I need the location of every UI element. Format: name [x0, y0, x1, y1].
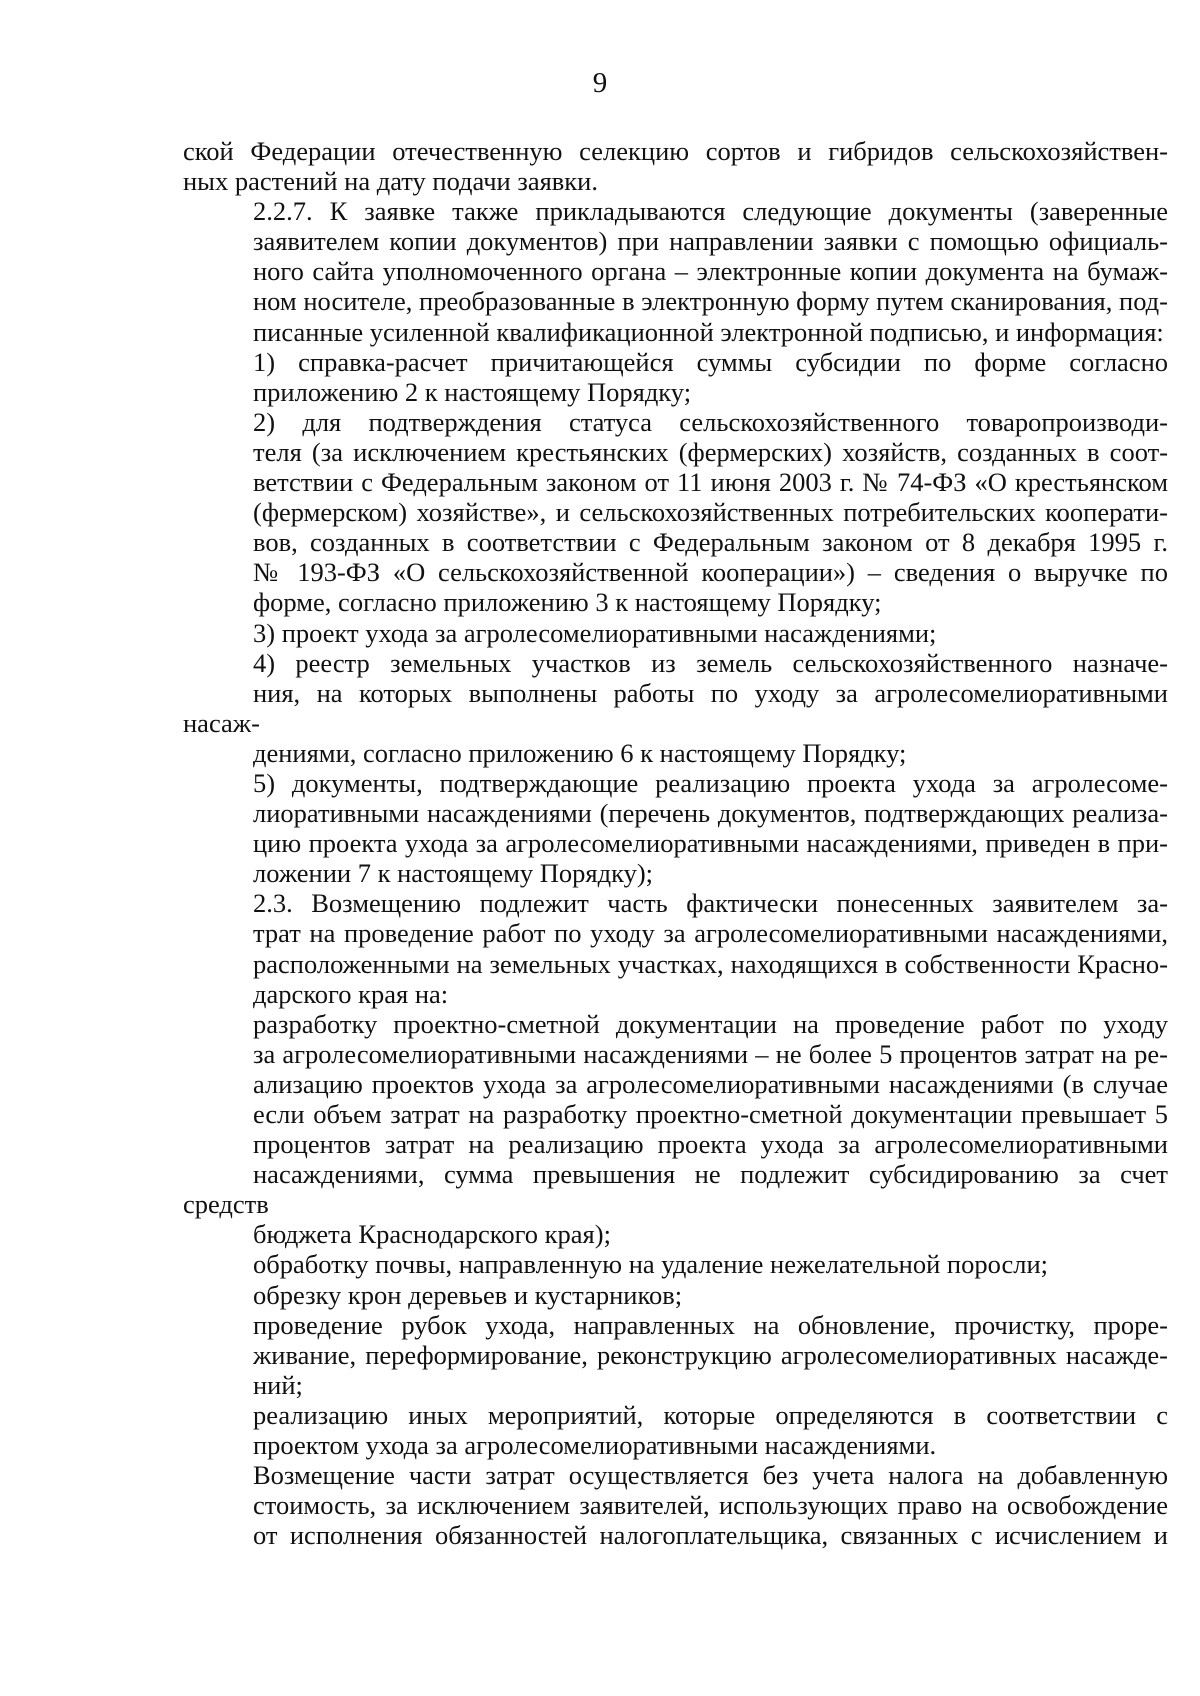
text-line: (фермерском) хозяйстве», и сельскохозяйственных потребительских кооперати- — [253, 497, 1168, 528]
text-line: за агролесомелиоративными насаждениями – не более 5 процентов затрат на ре- — [253, 1038, 1168, 1069]
text-line: форме, согласно приложению 3 к настоящему Порядку; — [253, 587, 882, 618]
document-body — [183, 136, 1168, 1550]
paragraph — [183, 136, 1168, 196]
text-line: процентов затрат на реализацию проекта ухода за агролесомелиоративными — [253, 1129, 1168, 1160]
text-line: проектом ухода за агролесомелиоративными насаждениями. — [253, 1430, 937, 1461]
page-number: 9 — [592, 67, 608, 99]
text-line: писанные усиленной квалификационной электронной подписью, и информация: — [253, 316, 1164, 347]
text-line: обрезку крон деревьев и кустарников; — [253, 1279, 683, 1310]
text-line: бюджета Краснодарского края); — [253, 1219, 611, 1250]
paragraph — [183, 648, 1168, 768]
text-line: ного сайта уполномоченного органа – электронные копии документа на бумаж- — [253, 256, 1168, 287]
paragraph — [183, 1310, 1168, 1400]
text-line: расположенными на земельных участках, находящихся в собственности Красно- — [253, 948, 1168, 979]
paragraph — [183, 768, 1168, 888]
text-line: ложении 7 к настоящему Порядку); — [253, 858, 654, 889]
text-line: насаждениями, сумма превышения не подлежит субсидированию за счет средств — [183, 1159, 1168, 1220]
paragraph — [183, 1249, 1168, 1279]
text-line: заявителем копии документов) при направлении заявки с помощью официаль- — [253, 226, 1168, 257]
paragraph — [183, 347, 1168, 407]
text-line: 4) реестр земельных участков из земель сельскохозяйственного назначе- — [253, 647, 1168, 678]
text-line: проведение рубок ухода, направленных на обновление, прочистку, проре- — [253, 1309, 1168, 1340]
text-line: обработку почвы, направленную на удаление нежелательной поросли; — [253, 1249, 1049, 1280]
paragraph — [183, 1280, 1168, 1310]
text-line: 2) для подтверждения статуса сельскохозяйственного товаропроизводи- — [253, 406, 1168, 437]
text-line: 2.3. Возмещению подлежит часть фактически понесенных заявителем за- — [253, 888, 1168, 919]
text-line: разработку проектно-сметной документации на проведение работ по уходу — [253, 1008, 1168, 1039]
paragraph — [183, 196, 1168, 346]
text-line: 5) документы, подтверждающие реализацию проекта ухода за агролесоме- — [253, 767, 1168, 798]
text-line: трат на проведение работ по уходу за агролесомелиоративными насаждениями, — [253, 918, 1168, 949]
text-line: стоимость, за исключением заявителей, использующих право на освобождение — [253, 1490, 1168, 1521]
text-line: дарского края на: — [253, 978, 449, 1009]
text-line: если объем затрат на разработку проектно-сметной документации превышает 5 — [253, 1099, 1168, 1129]
text-line: ния, на которых выполнены работы по уходу за агролесомелиоративными насаж- — [183, 677, 1168, 738]
text-line: ных растений на дату подачи заявки. — [183, 166, 598, 197]
text-line: ветствии с Федеральным законом от 11 июня 2003 г. № 74-ФЗ «О крестьянском — [253, 467, 1168, 498]
text-line: дениями, согласно приложению 6 к настоящему Порядку; — [253, 737, 907, 768]
paragraph — [183, 1009, 1168, 1250]
text-line: ской Федерации отечественную селекцию сортов и гибридов сельскохозяйствен- — [183, 136, 1168, 166]
paragraph — [183, 618, 1168, 648]
paragraph — [183, 1400, 1168, 1460]
text-line: от исполнения обязанностей налогоплательщика, связанных с исчислением и — [253, 1520, 1168, 1551]
text-line: ном носителе, преобразованные в электронную форму путем сканирования, под- — [253, 286, 1168, 317]
text-line: приложению 2 к настоящему Порядку; — [253, 376, 692, 407]
paragraph — [183, 888, 1168, 1008]
text-line: лиоративными насаждениями (перечень документов, подтверждающих реализа- — [253, 798, 1168, 829]
text-line: ализацию проектов ухода за агролесомелиоративными насаждениями (в случае — [253, 1068, 1168, 1099]
paragraph — [183, 1460, 1168, 1550]
text-line: Возмещение части затрат осуществляется без учета налога на добавленную — [253, 1460, 1168, 1491]
text-line: живание, переформирование, реконструкцию агролесомелиоративных насажде- — [253, 1339, 1168, 1370]
text-line: 2.2.7. К заявке также прикладываются следующие документы (заверенные — [253, 196, 1168, 227]
text-line: 1) справка-расчет причитающейся суммы субсидии по форме согласно — [253, 346, 1168, 377]
text-line: реализацию иных мероприятий, которые определяются в соответствии с — [253, 1399, 1168, 1430]
text-line: 3) проект ухода за агролесомелиоративными насаждениями; — [253, 617, 937, 648]
text-line: ний; — [253, 1369, 303, 1400]
text-line: вов, созданных в соответствии с Федеральным законом от 8 декабря 1995 г. — [253, 527, 1168, 558]
text-line: цию проекта ухода за агролесомелиоративными насаждениями, приведен в при- — [253, 828, 1168, 859]
text-line: № 193-ФЗ «О сельскохозяйственной кооперации») – сведения о выручке по — [253, 557, 1168, 588]
text-line: теля (за исключением крестьянских (фермерских) хозяйств, созданных в соот- — [253, 436, 1168, 467]
paragraph — [183, 407, 1168, 618]
